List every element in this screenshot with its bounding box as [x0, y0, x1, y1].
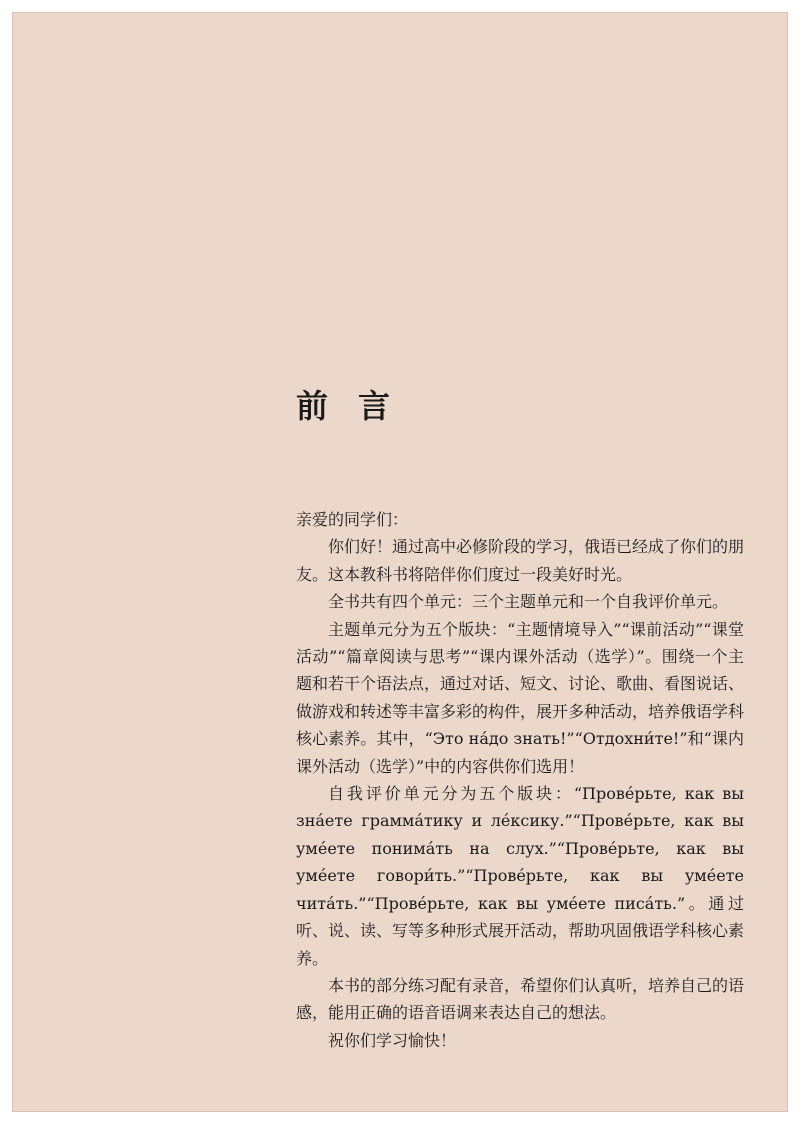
- paragraph-theme-units: 主题单元分为五个版块：“主题情境导入”“课前活动”“课堂活动”“篇章阅读与思考”“课内课外活动（选学）”。围绕一个主题和若干个语法点，通过对话、短文、讨论、歌曲、看图说话、做游戏和转述等丰富多彩的构件，展开多种活动，培养俄语学科核心素养。其中，“Это на́до знать!”“Отдохни́те!”和“课内课外活动（选学）”中的内容供你们选用！: [296, 619, 745, 776]
- preface-body: [296, 506, 744, 1054]
- paragraph-closing: 祝你们学习愉快！: [328, 1030, 457, 1050]
- paragraph-audio: 本书的部分练习配有录音，希望你们认真听，培养自己的语感，能用正确的语音语调来表达自己的想法。: [296, 975, 745, 1023]
- paragraph-self-assessment: 自我评价单元分为五个版块：“Прове́рьте, как вы зна́ете грамма́тику и ле́ксику.”“Прове́рьте, как вы уме́ете понима́ть на слух.”“Прове́рьте, как вы уме́ете говори́ть.”“Прове́рьте, как вы уме́ете чита́ть.”“Прове́рьте, как вы уме́ете писа́ть.”。通过听、说、读、写等多种形式展开活动，帮助巩固俄语学科核心素养。: [296, 784, 745, 968]
- paragraph-intro: 你们好！通过高中必修阶段的学习，俄语已经成了你们的朋友。这本教科书将陪伴你们度过一段美好时光。: [296, 537, 745, 584]
- paragraph-units: 全书共有四个单元：三个主题单元和一个自我评价单元。: [328, 592, 729, 612]
- page-title: 前言: [296, 387, 421, 425]
- book-page: [12, 12, 788, 1112]
- greeting: 亲爱的同学们：: [296, 510, 409, 529]
